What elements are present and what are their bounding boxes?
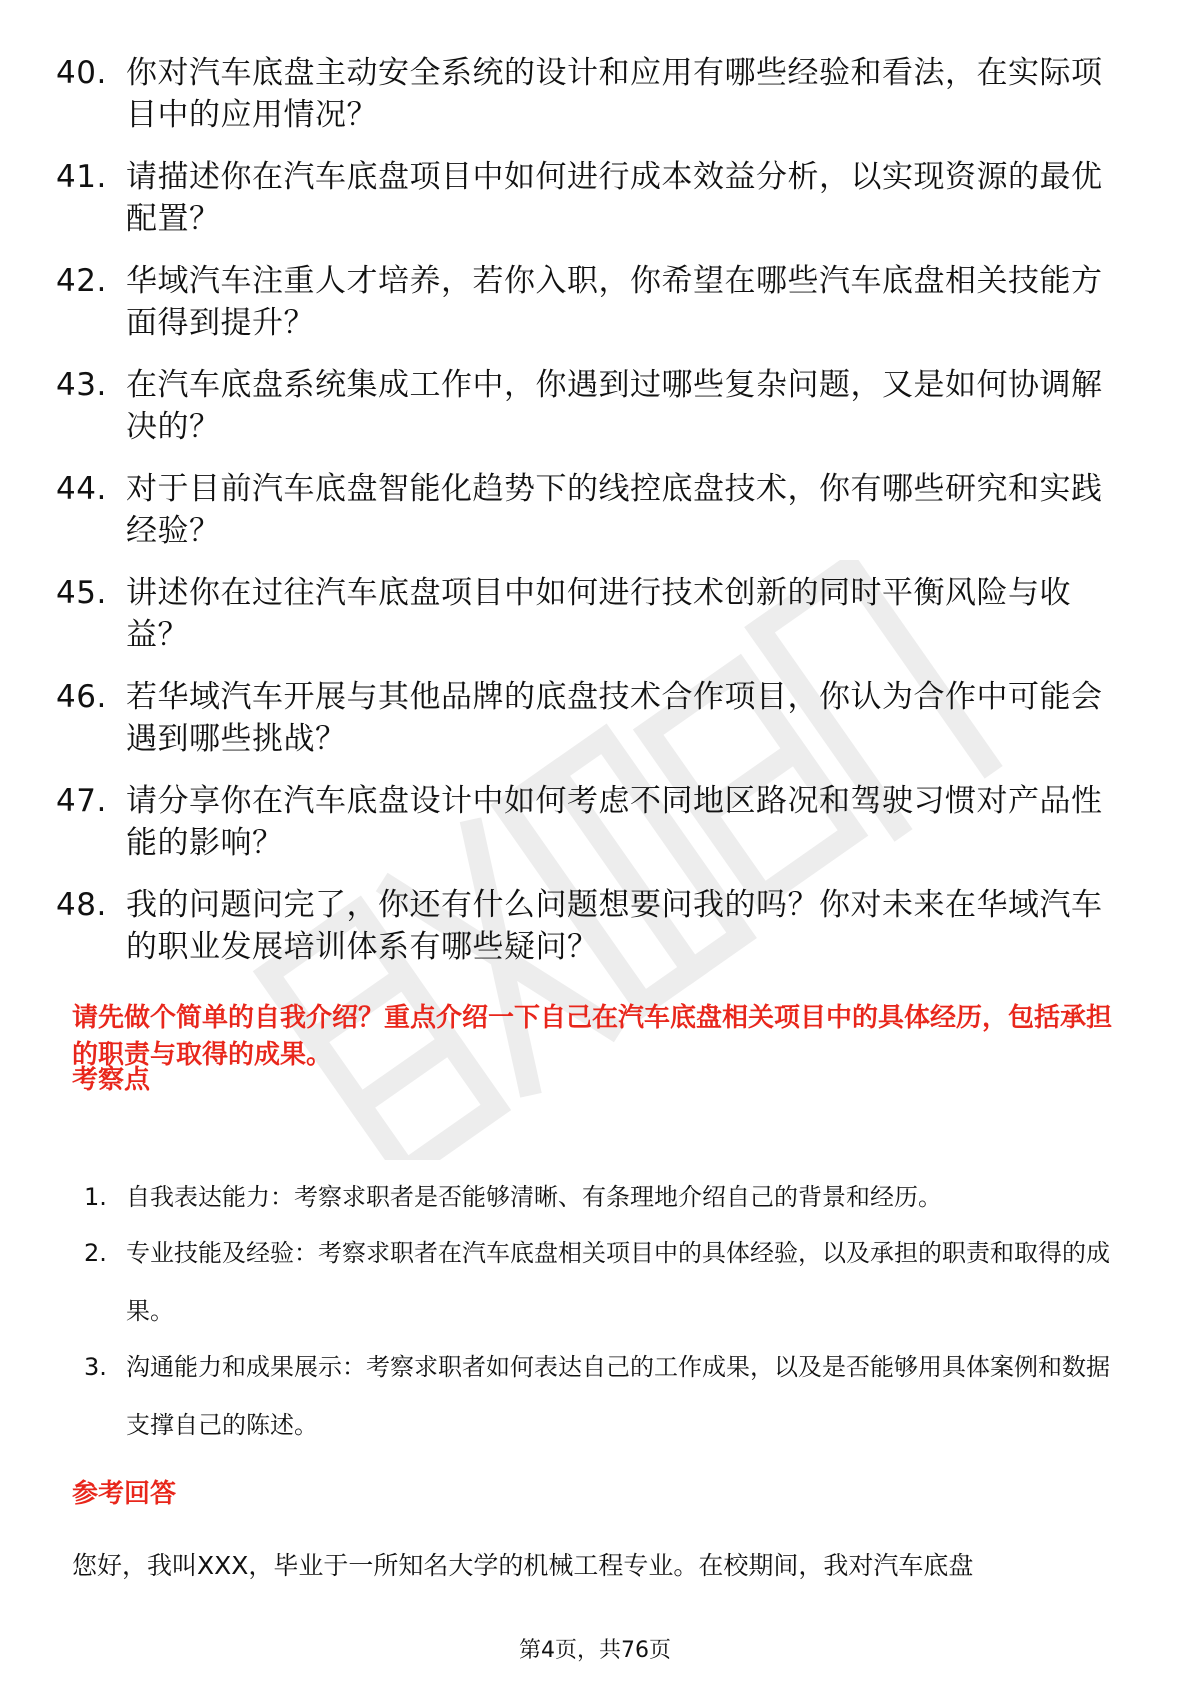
assessment-number: 1.: [84, 1183, 107, 1211]
question-number: 48.: [56, 887, 107, 923]
assessment-item: [84, 1224, 1124, 1340]
assessment-item: [84, 1338, 1124, 1454]
question-text: 华域汽车注重人才培养，若你入职，你希望在哪些汽车底盘相关技能方面得到提升？: [126, 263, 1103, 341]
question-list: [56, 52, 1116, 988]
question-number: 44.: [56, 471, 107, 507]
assessment-text: 沟通能力和成果展示：考察求职者如何表达自己的工作成果，以及是否能够用具体案例和数据支撑自己的陈述。: [126, 1353, 1110, 1439]
featured-question: 请先做个简单的自我介绍？重点介绍一下自己在汽车底盘相关项目中的具体经历，包括承担的职责与取得的成果。: [72, 1003, 1113, 1070]
question-text: 请分享你在汽车底盘设计中如何考虑不同地区路况和驾驶习惯对产品性能的影响？: [126, 783, 1103, 861]
question-item: [56, 780, 1116, 864]
question-text: 在汽车底盘系统集成工作中，你遇到过哪些复杂问题，又是如何协调解决的？: [126, 367, 1103, 445]
question-number: 42.: [56, 263, 107, 299]
question-item: [56, 676, 1116, 760]
question-text: 对于目前汽车底盘智能化趋势下的线控底盘技术，你有哪些研究和实践经验？: [126, 471, 1103, 549]
question-item: [56, 572, 1116, 656]
question-number: 43.: [56, 367, 107, 403]
question-number: 47.: [56, 783, 107, 819]
question-text: 你对汽车底盘主动安全系统的设计和应用有哪些经验和看法，在实际项目中的应用情况？: [126, 55, 1103, 133]
question-text: 请描述你在汽车底盘项目中如何进行成本效益分析，以实现资源的最优配置？: [126, 159, 1103, 237]
question-number: 46.: [56, 679, 107, 715]
assessment-item: [84, 1168, 1124, 1226]
question-item: [56, 884, 1116, 968]
assessment-text: 自我表达能力：考察求职者是否能够清晰、有条理地介绍自己的背景和经历。: [126, 1183, 942, 1211]
question-text: 若华域汽车开展与其他品牌的底盘技术合作项目，你认为合作中可能会遇到哪些挑战？: [126, 679, 1103, 757]
assessment-text: 专业技能及经验：考察求职者在汽车底盘相关项目中的具体经验，以及承担的职责和取得的成果。: [126, 1239, 1110, 1325]
question-number: 45.: [56, 575, 107, 611]
assessment-number: 2.: [84, 1239, 107, 1267]
reference-answer: 您好，我叫XXX，毕业于一所知名大学的机械工程专业。在校期间，我对汽车底盘: [72, 1551, 974, 1580]
reference-heading: 参考回答: [72, 1479, 177, 1509]
question-item: [56, 260, 1116, 344]
question-number: 40.: [56, 55, 107, 91]
question-number: 41.: [56, 159, 107, 195]
question-item: [56, 52, 1116, 136]
question-item: [56, 468, 1116, 552]
question-item: [56, 156, 1116, 240]
page-footer: 第4页，共76页: [519, 1638, 671, 1663]
question-item: [56, 364, 1116, 448]
assessment-number: 3.: [84, 1353, 107, 1381]
question-text: 我的问题问完了，你还有什么问题想要问我的吗？你对未来在华域汽车的职业发展培训体系有哪些疑问？: [126, 887, 1103, 965]
assessment-heading: 考察点: [72, 1065, 151, 1095]
question-text: 讲述你在过往汽车底盘项目中如何进行技术创新的同时平衡风险与收益？: [126, 575, 1071, 653]
assessment-list: [84, 1168, 1124, 1452]
